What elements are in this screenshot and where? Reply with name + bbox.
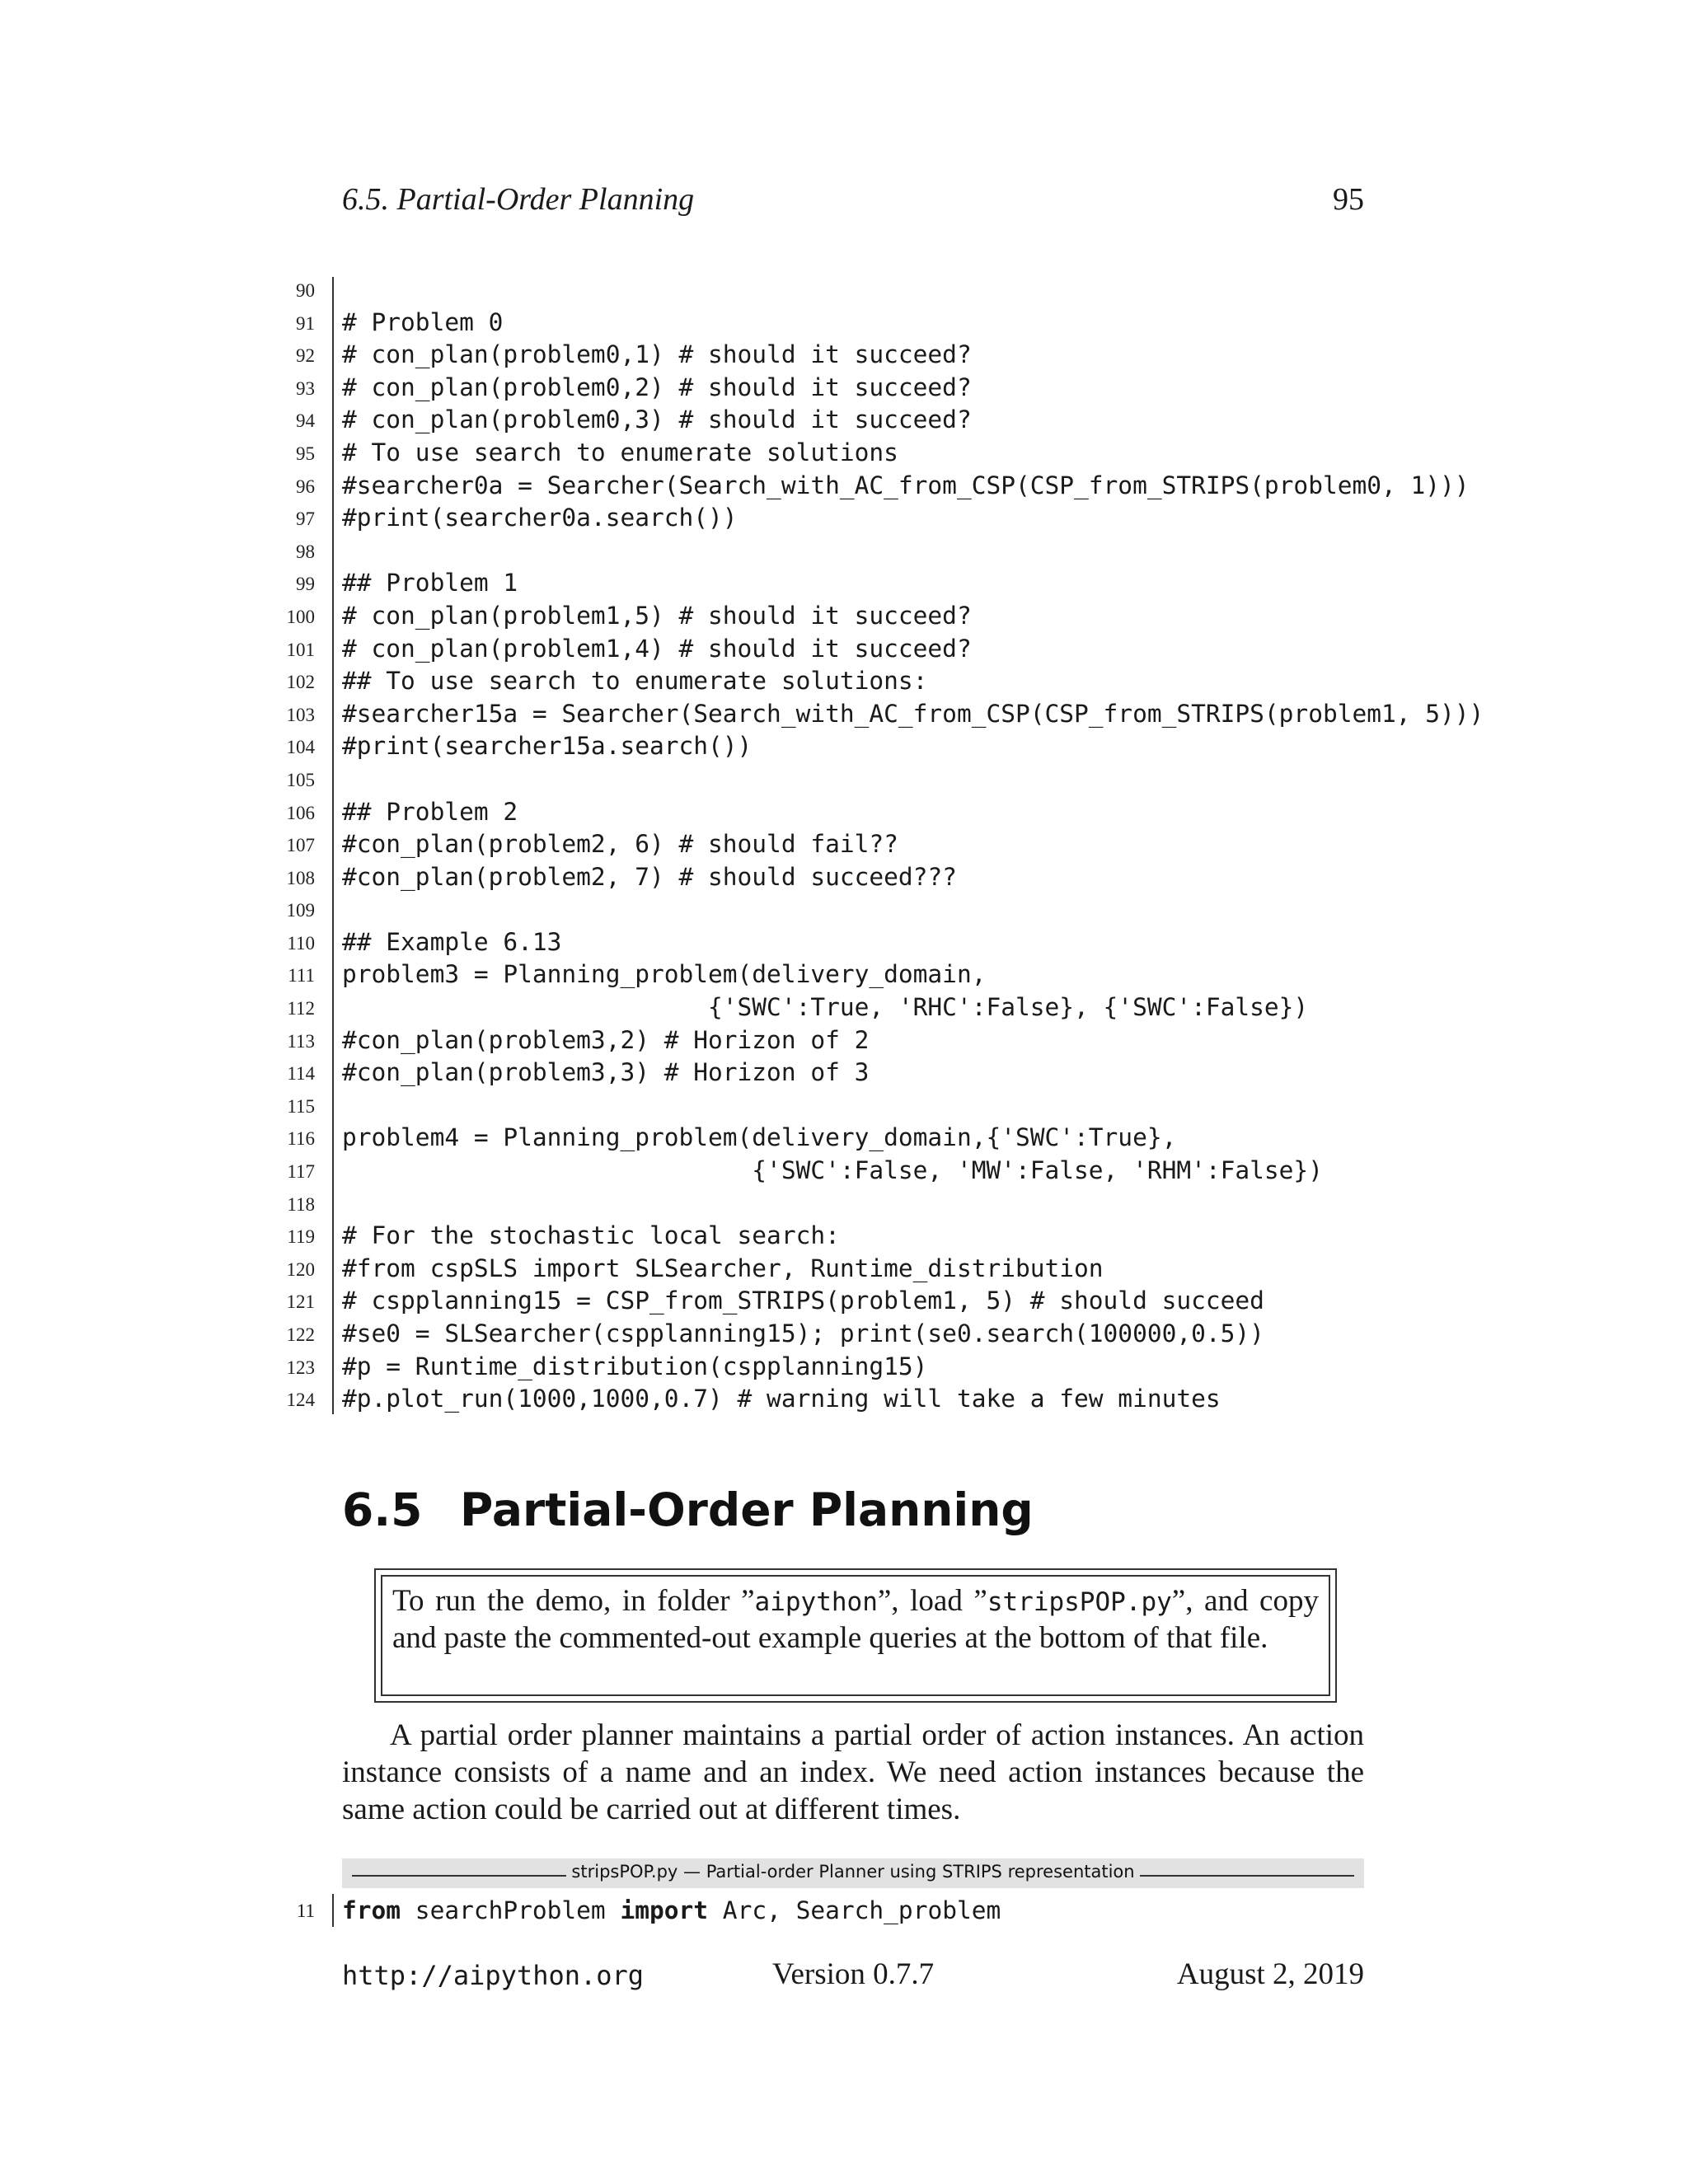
keyword-from: from [342, 1896, 401, 1924]
code-line [280, 861, 1434, 894]
demo-note-box [374, 1568, 1337, 1703]
code-text: #con_plan(problem2, 7) # should succeed??? [342, 862, 957, 891]
section-heading [342, 1483, 1034, 1536]
code-text: #p.plot_run(1000,1000,0.7) # warning will take a few minutes [342, 1385, 1221, 1413]
line-number: 123 [286, 1357, 315, 1378]
line-number: 98 [296, 541, 315, 562]
line-number: 122 [286, 1324, 315, 1345]
line-number: 118 [287, 1193, 315, 1215]
running-head-title: 6.5. Partial-Order Planning [342, 182, 695, 217]
code-text: {'SWC':True, 'RHC':False}, {'SWC':False}) [342, 993, 1309, 1022]
code-line [280, 404, 1434, 437]
line-number: 106 [286, 802, 315, 823]
code-line [280, 1090, 1434, 1122]
listing-caption-bar [342, 1858, 1364, 1888]
body-paragraph: A partial order planner maintains a partial order of action instances. An action instance consists of a name and an index. We need action instances because the same action could be carried out at different times. [342, 1718, 1364, 1826]
code-line [280, 1155, 1434, 1188]
code-line [280, 307, 1434, 340]
line-number: 92 [296, 345, 315, 367]
line-number: 107 [286, 835, 315, 856]
code-line [280, 1220, 1434, 1253]
code-text: {'SWC':False, 'MW':False, 'RHM':False}) [342, 1156, 1323, 1185]
code-text: # con_plan(problem0,1) # should it succeed? [342, 340, 972, 369]
line-number: 94 [296, 410, 315, 432]
line-number: 124 [286, 1390, 315, 1411]
code-text [342, 1894, 1001, 1927]
code-text: # con_plan(problem1,5) # should it succeed? [342, 601, 972, 630]
code-line [280, 893, 1434, 926]
line-number: 117 [287, 1161, 315, 1183]
code-line [280, 567, 1434, 600]
footer-date: August 2, 2019 [1176, 1957, 1364, 1991]
code-line [280, 796, 1434, 829]
code-line [280, 1285, 1434, 1318]
code-line [280, 1057, 1434, 1090]
line-number: 103 [286, 704, 315, 725]
line-number: 121 [286, 1291, 315, 1313]
code-line [280, 470, 1470, 503]
code-line [280, 828, 1434, 861]
code-line [280, 535, 1434, 568]
code-line [280, 958, 1434, 991]
line-number: 110 [287, 932, 315, 954]
line-number: 112 [287, 998, 315, 1019]
note-text-2: ”, load ” [877, 1584, 987, 1618]
line-number: 101 [286, 639, 315, 660]
listing-code-line [280, 1894, 1352, 1927]
code-text: ## Problem 2 [342, 797, 518, 826]
code-line [280, 763, 1434, 796]
code-line [280, 502, 1434, 535]
code-line [280, 665, 1434, 698]
code-text: #con_plan(problem3,2) # Horizon of 2 [342, 1025, 870, 1054]
line-number: 104 [286, 737, 315, 758]
line-number: 97 [296, 509, 315, 530]
code-line [280, 1253, 1434, 1286]
code-text: #con_plan(problem3,3) # Horizon of 3 [342, 1058, 870, 1087]
code-line [280, 600, 1434, 633]
code-line [280, 698, 1484, 731]
demo-note-text [381, 1575, 1330, 1696]
line-number: 91 [296, 312, 315, 334]
running-head [342, 181, 1364, 223]
note-text-1: To run the demo, in folder ” [392, 1584, 755, 1618]
code-text: # con_plan(problem0,3) # should it succeed? [342, 405, 972, 434]
line-number: 119 [287, 1226, 315, 1248]
imported-names: Arc, Search_problem [708, 1896, 1001, 1924]
code-text: # Problem 0 [342, 307, 504, 336]
code-text: ## To use search to enumerate solutions: [342, 667, 928, 696]
line-number: 111 [288, 965, 315, 987]
line-number: 95 [296, 443, 315, 464]
line-number: 93 [296, 377, 315, 399]
listing-caption: stripsPOP.py — Partial-order Planner using STRIPS representation [566, 1862, 1139, 1882]
code-text: # con_plan(problem1,4) # should it succeed? [342, 634, 972, 663]
code-line [280, 730, 1434, 763]
code-line [280, 991, 1434, 1024]
line-number: 115 [287, 1095, 315, 1117]
code-text: # To use search to enumerate solutions [342, 438, 898, 466]
code-text: problem3 = Planning_problem(delivery_domain, [342, 960, 987, 989]
code-text: # For the stochastic local search: [342, 1221, 840, 1250]
note-folder: aipython [754, 1587, 878, 1617]
code-line [280, 1188, 1434, 1221]
line-number: 120 [286, 1258, 315, 1280]
code-text: # con_plan(problem0,2) # should it succeed? [342, 373, 972, 401]
module-name: searchProblem [401, 1896, 621, 1924]
code-line [280, 633, 1434, 666]
code-line [280, 1383, 1434, 1416]
code-line [280, 1122, 1434, 1155]
code-line [280, 437, 1434, 470]
code-line [280, 274, 1434, 307]
note-file: stripsPOP.py [987, 1587, 1172, 1617]
code-text: #print(searcher15a.search()) [342, 732, 753, 761]
section-number: 6.5 [342, 1483, 423, 1536]
line-number: 11 [296, 1900, 315, 1921]
page-number: 95 [1333, 182, 1364, 217]
code-line [280, 372, 1434, 405]
footer-url: http://aipython.org [342, 1960, 645, 1991]
line-number: 96 [296, 476, 315, 497]
line-number: 105 [286, 769, 315, 790]
line-number: 99 [296, 574, 315, 595]
line-number: 109 [286, 900, 315, 921]
line-number: 114 [287, 1063, 315, 1085]
code-text: ## Problem 1 [342, 569, 518, 598]
code-text: #se0 = SLSearcher(cspplanning15); print(se0.search(100000,0.5)) [342, 1319, 1264, 1347]
code-text: #p = Runtime_distribution(cspplanning15) [342, 1352, 928, 1380]
code-line [280, 1318, 1434, 1351]
code-text: #print(searcher0a.search()) [342, 504, 738, 532]
code-text: #con_plan(problem2, 6) # should fail?? [342, 830, 898, 859]
line-number: 100 [286, 606, 315, 627]
code-text: problem4 = Planning_problem(delivery_domain,{'SWC':True}, [342, 1123, 1177, 1152]
line-number: 116 [287, 1128, 315, 1150]
code-line [280, 926, 1434, 959]
code-text: # cspplanning15 = CSP_from_STRIPS(problem1, 5) # should succeed [342, 1286, 1264, 1315]
line-number: 108 [286, 867, 315, 888]
code-text: #from cspSLS import SLSearcher, Runtime_distribution [342, 1254, 1104, 1282]
code-text: #searcher15a = Searcher(Search_with_AC_from_CSP(CSP_from_STRIPS(problem1, 5))) [342, 699, 1484, 728]
code-line [280, 1351, 1434, 1384]
code-text: #searcher0a = Searcher(Search_with_AC_from_CSP(CSP_from_STRIPS(problem0, 1))) [342, 471, 1470, 499]
note-text-3: ”, and copy and paste the commented-out example queries at the bottom of that file. [392, 1584, 1319, 1655]
listing-gutter-rule [332, 1894, 334, 1927]
keyword-import: import [620, 1896, 709, 1924]
code-listing [280, 274, 1484, 1416]
section-title: Partial-Order Planning [460, 1483, 1034, 1536]
line-number: 113 [287, 1030, 315, 1052]
line-number: 90 [296, 280, 315, 301]
code-text: ## Example 6.13 [342, 927, 562, 956]
code-line [280, 1024, 1434, 1057]
page-footer [342, 1957, 1364, 1998]
code-line [280, 339, 1434, 372]
footer-version: Version 0.7.7 [771, 1957, 935, 1991]
line-number: 102 [286, 672, 315, 693]
